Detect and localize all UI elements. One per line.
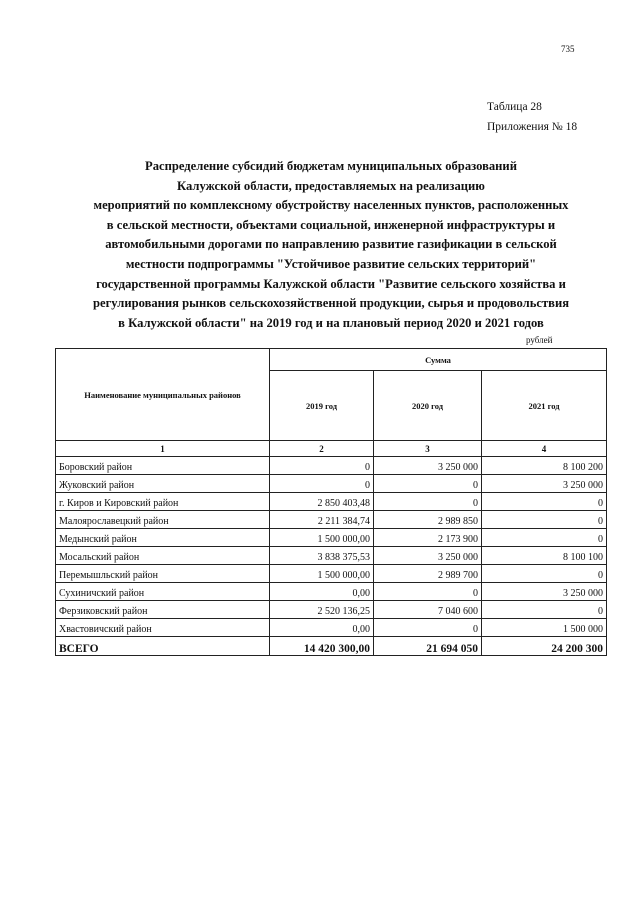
amount-2020: 0 <box>374 475 482 493</box>
amount-2019: 2 520 136,25 <box>270 601 374 619</box>
title-line: Распределение субсидий бюджетам муниципальных образований <box>145 159 517 173</box>
title-line: в Калужской области" на 2019 год и на плановый период 2020 и 2021 годов <box>118 315 544 330</box>
amount-2019: 3 838 375,53 <box>270 547 374 565</box>
district-name: Боровский район <box>56 457 270 475</box>
table-row <box>56 511 607 529</box>
amount-2019: 1 500 000,00 <box>270 565 374 583</box>
district-name: Малоярославецкий район <box>56 511 270 529</box>
amount-2019: 1 500 000,00 <box>270 529 374 547</box>
amount-2020: 0 <box>374 583 482 601</box>
district-name: г. Киров и Кировский район <box>56 493 270 511</box>
district-name: Хвастовичский район <box>56 619 270 637</box>
amount-2021: 0 <box>482 529 607 547</box>
column-number: 1 <box>56 441 270 457</box>
amount-2021: 3 250 000 <box>482 475 607 493</box>
amount-2020: 2 173 900 <box>374 529 482 547</box>
table-row <box>56 493 607 511</box>
district-name: Перемышльский район <box>56 565 270 583</box>
title-line: государственной программы Калужской области "Развитие сельского хозяйства и <box>96 276 566 291</box>
amount-2019: 0,00 <box>270 619 374 637</box>
amount-2019: 2 211 384,74 <box>270 511 374 529</box>
district-name: Сухиничский район <box>56 583 270 601</box>
column-number: 3 <box>374 441 482 457</box>
amount-2021: 0 <box>482 565 607 583</box>
title-line: Калужской области, предоставляемых на реализацию <box>177 178 485 193</box>
table-row <box>56 619 607 637</box>
amount-2020: 0 <box>374 493 482 511</box>
column-numbers-row <box>56 441 607 457</box>
amount-2021: 1 500 000 <box>482 619 607 637</box>
district-name: Медынский район <box>56 529 270 547</box>
appendix-number: Приложения № 18 <box>487 121 578 133</box>
subsidy-table <box>55 348 607 656</box>
amount-2020: 3 250 000 <box>374 457 482 475</box>
amount-2020: 0 <box>374 619 482 637</box>
header-year-2021: 2021 год <box>482 371 607 441</box>
amount-2019: 2 850 403,48 <box>270 493 374 511</box>
amount-2020: 7 040 600 <box>374 601 482 619</box>
header-year-2019: 2019 год <box>270 371 374 441</box>
amount-2021: 0 <box>482 493 607 511</box>
column-number: 2 <box>270 441 374 457</box>
table-row <box>56 583 607 601</box>
amount-2021: 8 100 100 <box>482 547 607 565</box>
title-line: местности подпрограммы "Устойчивое развитие сельских территорий" <box>125 256 537 271</box>
amount-2021: 0 <box>482 511 607 529</box>
district-name: Ферзиковский район <box>56 601 270 619</box>
total-2020: 21 694 050 <box>374 637 482 656</box>
title-line: мероприятий по комплексному обустройству населенных пунктов, расположенных <box>93 198 569 213</box>
document-title <box>30 157 632 333</box>
amount-2019: 0,00 <box>270 583 374 601</box>
table-row <box>56 529 607 547</box>
table-row <box>56 601 607 619</box>
table-header-row <box>56 349 607 371</box>
table-row <box>56 547 607 565</box>
table-reference <box>487 97 577 137</box>
header-district-name: Наименование муниципальных районов <box>56 349 270 441</box>
total-2021: 24 200 300 <box>482 637 607 656</box>
total-label: ВСЕГО <box>56 637 270 656</box>
amount-2020: 2 989 700 <box>374 565 482 583</box>
district-name: Жуковский район <box>56 475 270 493</box>
total-row <box>56 637 607 656</box>
total-2019: 14 420 300,00 <box>270 637 374 656</box>
amount-2021: 0 <box>482 601 607 619</box>
title-line: автомобильными дорогами по направлению развитие газификации в сельской <box>105 237 557 252</box>
table-row <box>56 565 607 583</box>
table-row <box>56 457 607 475</box>
column-number: 4 <box>482 441 607 457</box>
page-number: 735 <box>561 44 575 54</box>
amount-2019: 0 <box>270 475 374 493</box>
amount-2021: 3 250 000 <box>482 583 607 601</box>
amount-2020: 3 250 000 <box>374 547 482 565</box>
amount-2020: 2 989 850 <box>374 511 482 529</box>
title-line: регулирования рынков сельскохозяйственной продукции, сырья и продовольствия <box>92 296 570 311</box>
district-name: Мосальский район <box>56 547 270 565</box>
header-year-2020: 2020 год <box>374 371 482 441</box>
header-sum: Сумма <box>270 349 607 371</box>
units-label: рублей <box>526 335 553 345</box>
amount-2021: 8 100 200 <box>482 457 607 475</box>
title-line: в сельской местности, объектами социальной, инженерной инфраструктуры и <box>106 217 556 232</box>
amount-2019: 0 <box>270 457 374 475</box>
table-row <box>56 475 607 493</box>
table-number: Таблица 28 <box>487 101 542 113</box>
